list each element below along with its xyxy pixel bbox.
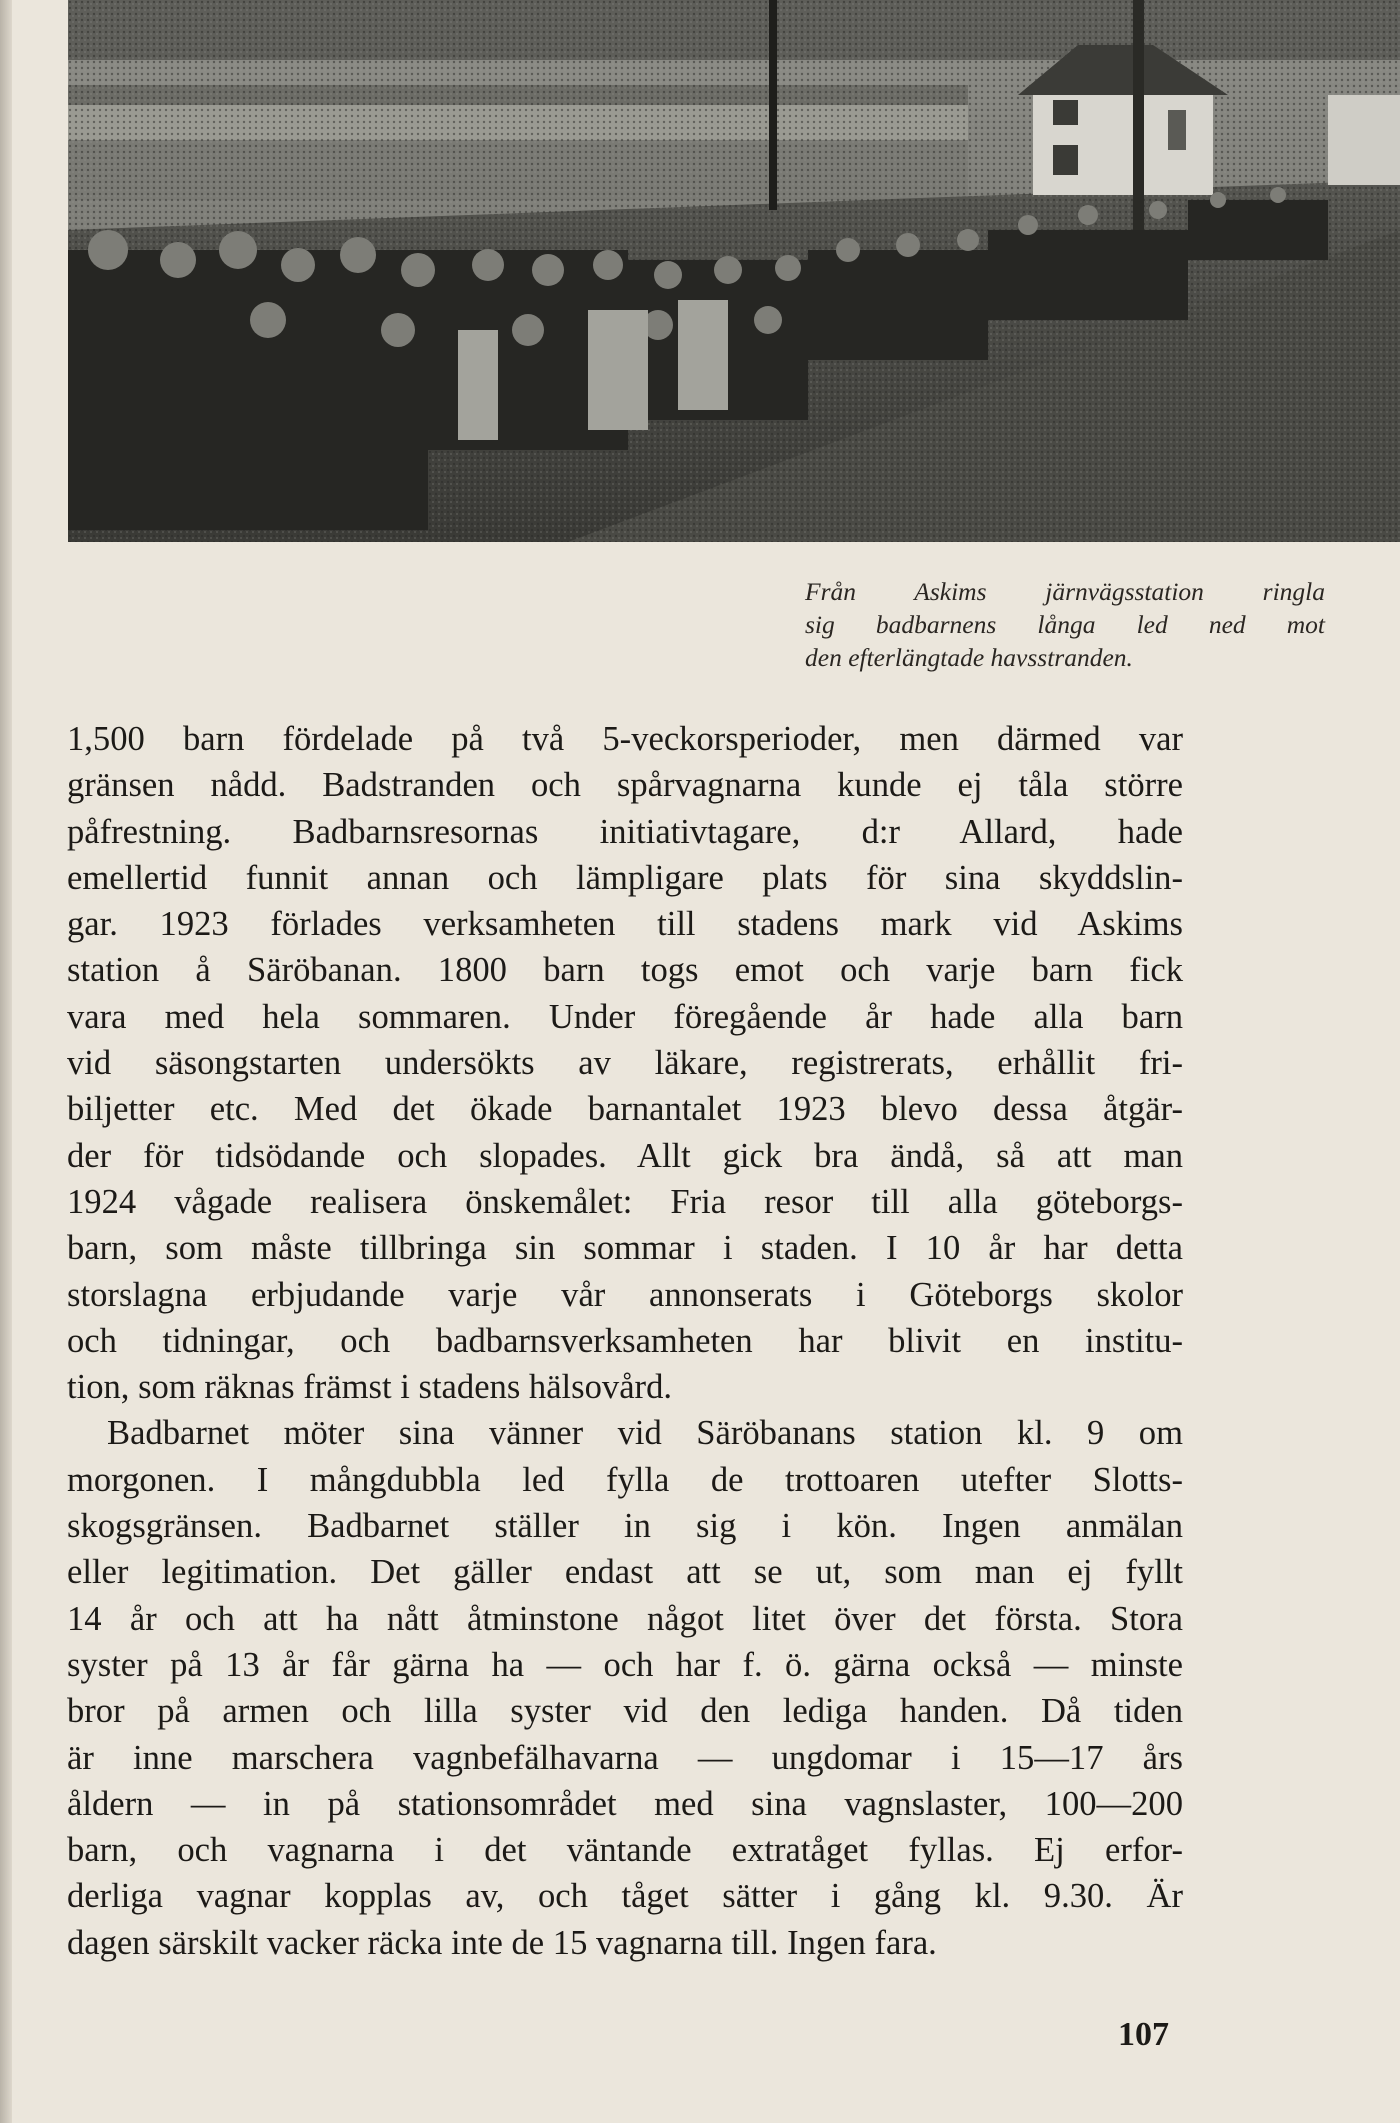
text-line: barn, som måste tillbringa sin sommar i staden. I 10 år har detta xyxy=(67,1229,1183,1268)
text-line: barn, och vagnarna i det väntande extratåget fyllas. Ej erfor- xyxy=(67,1831,1183,1870)
text-line: 1,500 barn fördelade på två 5-veckorsperioder, men därmed var xyxy=(67,720,1183,758)
text-line: vara med hela sommaren. Under föregående år hade alla barn xyxy=(67,997,1183,1036)
text-line: gar. 1923 förlades verksamheten till stadens mark vid Askims xyxy=(67,905,1183,944)
text-line: gränsen nådd. Badstranden och spårvagnarna kunde ej tåla större xyxy=(67,766,1183,805)
text-line: åldern — in på stationsområdet med sina vagnslaster, 100—200 xyxy=(67,1784,1183,1823)
text-line: tion, som räknas främst i stadens hälsovård. xyxy=(67,1368,672,1407)
text-line: påfrestning. Badbarnsresornas initiativtagare, d:r Allard, hade xyxy=(67,812,1183,851)
photo xyxy=(68,0,1400,542)
text-line: 14 år och att ha nått åtminstone något litet över det första. Stora xyxy=(67,1599,1183,1638)
caption-line: den efterlängtade havsstranden. xyxy=(805,643,1133,672)
text-line: Badbarnet möter sina vänner vid Säröbanans station kl. 9 om xyxy=(107,1414,1183,1453)
text-line: der för tidsödande och slopades. Allt gick bra ändå, så att man xyxy=(67,1136,1183,1175)
page-edge xyxy=(0,0,12,2123)
text-line: derliga vagnar kopplas av, och tåget sätter i gång kl. 9.30. Är xyxy=(67,1877,1183,1916)
paragraph-1 xyxy=(67,716,1183,1410)
text-line: är inne marschera vagnbefälhavarna — ungdomar i 15—17 års xyxy=(67,1738,1183,1777)
text-line: emellertid funnit annan och lämpligare plats för sina skyddslin- xyxy=(67,858,1183,897)
text-line: morgonen. I mångdubbla led fylla de trottoaren utefter Slotts- xyxy=(67,1460,1183,1499)
caption-line: sig badbarnens långa led ned mot xyxy=(805,610,1325,639)
text-line: station å Säröbanan. 1800 barn togs emot och varje barn fick xyxy=(67,951,1183,990)
paragraph-2 xyxy=(67,1410,1183,1966)
marching-children-photo-icon xyxy=(68,0,1400,542)
text-line: biljetter etc. Med det ökade barnantalet 1923 blevo dessa åtgär- xyxy=(67,1090,1183,1129)
body-text xyxy=(67,716,1183,1966)
text-line: och tidningar, och badbarnsverksamheten har blivit en institu- xyxy=(67,1321,1183,1360)
text-line: 1924 vågade realisera önskemålet: Fria resor till alla göteborgs- xyxy=(67,1182,1183,1221)
page-number: 107 xyxy=(1118,2016,1169,2053)
text-line: storslagna erbjudande varje vår annonserats i Göteborgs skolor xyxy=(67,1275,1183,1314)
text-line: vid säsongstarten undersökts av läkare, registrerats, erhållit fri- xyxy=(67,1044,1183,1083)
text-line: bror på armen och lilla syster vid den lediga handen. Då tiden xyxy=(67,1692,1183,1731)
text-line: syster på 13 år får gärna ha — och har f. ö. gärna också — minste xyxy=(67,1645,1183,1684)
caption-line: Från Askims järnvägsstation ringla xyxy=(805,577,1325,606)
text-line: skogsgränsen. Badbarnet ställer in sig i kön. Ingen anmälan xyxy=(67,1507,1183,1546)
text-line: eller legitimation. Det gäller endast att se ut, som man ej fyllt xyxy=(67,1553,1183,1592)
photo-caption xyxy=(805,575,1325,674)
text-line: dagen särskilt vacker räcka inte de 15 vagnarna till. Ingen fara. xyxy=(67,1923,937,1962)
